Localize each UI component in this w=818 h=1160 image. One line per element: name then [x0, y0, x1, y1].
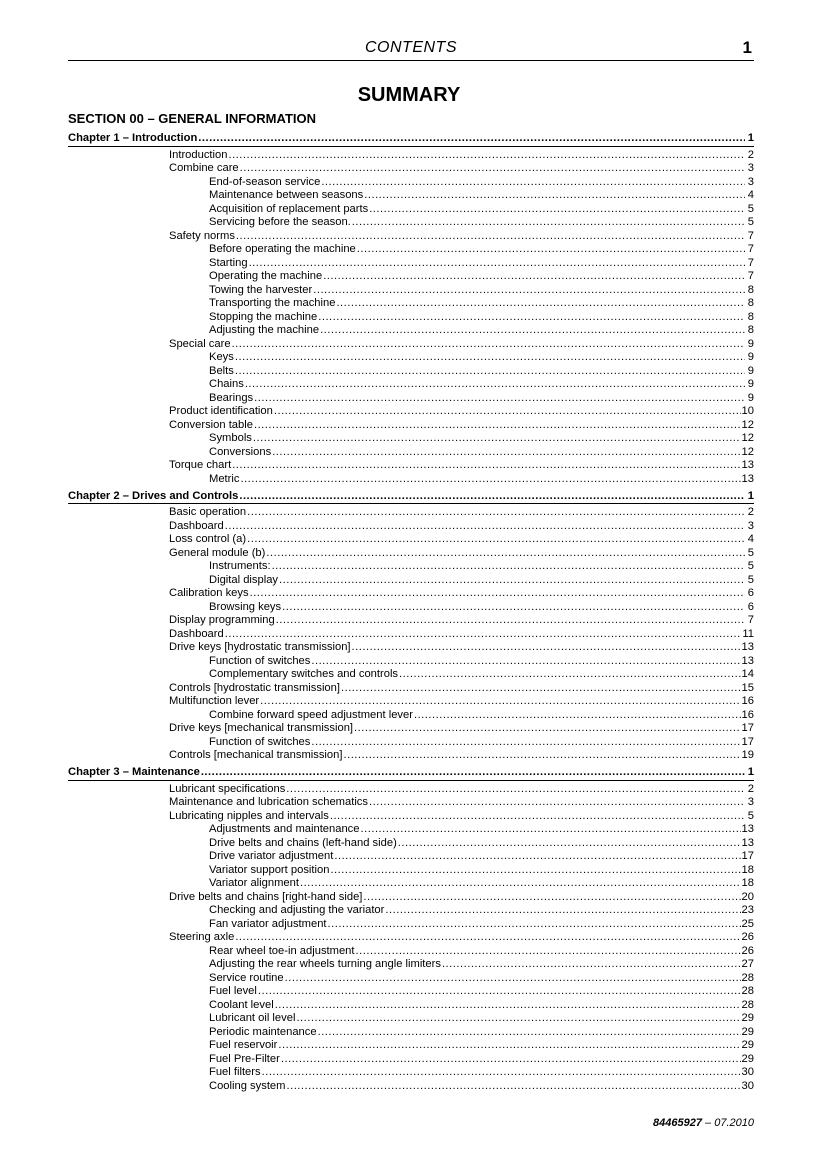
toc-entry-title: Drive keys [hydrostatic transmission]	[169, 641, 351, 653]
toc-leader-dots	[240, 162, 745, 176]
toc-page-number: 26	[741, 931, 754, 943]
toc-leader-dots	[313, 284, 745, 298]
toc-entry-title: Adjusting the rear wheels turning angle limiters	[209, 958, 441, 970]
toc-entry-row	[68, 574, 754, 588]
toc-entry-title: Symbols	[209, 432, 252, 444]
toc-leader-dots	[262, 1066, 741, 1080]
toc-leader-dots	[281, 1053, 741, 1067]
toc-page-number: 13	[741, 472, 754, 485]
toc-page-number: 8	[747, 283, 754, 296]
toc-page-number: 7	[747, 229, 754, 242]
toc-entry-title: Lubricant specifications	[169, 782, 286, 795]
toc-entry-row	[68, 891, 754, 905]
toc-entry-title: Coolant level	[209, 998, 274, 1011]
toc-leader-dots	[247, 506, 745, 520]
toc-entry-row	[68, 749, 754, 763]
toc-leader-dots	[398, 837, 741, 851]
toc-entry-title: Instruments:	[209, 560, 271, 572]
toc-leader-dots	[354, 722, 741, 736]
toc-page-number: 1	[747, 766, 754, 778]
toc-entry-title: Fuel filters	[209, 1066, 261, 1078]
toc-entry-row	[68, 351, 754, 365]
toc-leader-dots	[232, 459, 740, 473]
toc-leader-dots	[239, 490, 745, 504]
toc-page-number: 5	[747, 560, 754, 572]
toc-entry-title: Starting	[209, 256, 248, 269]
toc-entry-row	[68, 695, 754, 709]
toc-page-number: 20	[741, 890, 754, 903]
toc-page-number: 5	[747, 809, 754, 822]
toc-leader-dots	[240, 473, 740, 487]
toc-entry-row	[68, 628, 754, 642]
toc-entry-title: Keys	[209, 351, 234, 363]
toc-page-number: 28	[741, 998, 754, 1011]
toc-leader-dots	[235, 365, 745, 379]
toc-page-number: 7	[747, 256, 754, 269]
toc-page-number: 2	[747, 506, 754, 518]
toc-leader-dots	[361, 823, 741, 837]
toc-leader-dots	[266, 547, 745, 561]
toc-page-number: 2	[747, 782, 754, 795]
toc-chapter-row	[68, 766, 754, 781]
toc-leader-dots	[285, 972, 741, 986]
toc-leader-dots	[245, 378, 745, 392]
toc-entry-row	[68, 972, 754, 986]
toc-leader-dots	[225, 520, 745, 534]
toc-entry-row	[68, 587, 754, 601]
toc-entry-title: Complementary switches and controls	[209, 668, 399, 680]
toc-entry-title: Display programming	[169, 614, 275, 626]
toc-page-number: 8	[747, 324, 754, 336]
toc-entry-title: Lubricating nipples and intervals	[169, 809, 329, 822]
toc-entry-title: Loss control (a)	[169, 533, 247, 545]
toc-entry-title: Dashboard	[169, 627, 224, 640]
toc-page-number: 29	[741, 1012, 754, 1024]
toc-entry-row	[68, 473, 754, 487]
toc-entry-row	[68, 864, 754, 878]
toc-entry-title: Variator alignment	[209, 877, 299, 889]
toc-page-number: 17	[741, 850, 754, 862]
toc-page-number: 4	[747, 189, 754, 201]
toc-entry-row	[68, 614, 754, 628]
toc-page-number: 12	[741, 418, 754, 431]
section-title: SECTION 00 – GENERAL INFORMATION	[68, 111, 316, 126]
toc-entry-row	[68, 641, 754, 655]
toc-entry-row	[68, 149, 754, 163]
toc-entry-row	[68, 459, 754, 473]
toc-leader-dots	[225, 628, 742, 642]
toc-entry-title: Fuel level	[209, 985, 257, 997]
toc-leader-dots	[235, 931, 740, 945]
toc-entry-row	[68, 446, 754, 460]
toc-entry-title: Before operating the machine	[209, 243, 356, 255]
toc-entry-row	[68, 162, 754, 176]
toc-page-number: 3	[747, 519, 754, 532]
toc-entry-title: Towing the harvester	[209, 283, 313, 296]
toc-page-number: 16	[741, 708, 754, 721]
toc-entry-title: End-of-season service	[209, 175, 321, 188]
toc-page-number: 7	[747, 270, 754, 282]
toc-leader-dots	[357, 243, 745, 257]
toc-entry-title: Basic operation	[169, 506, 247, 518]
toc-entry-title: Rear wheel toe-in adjustment	[209, 944, 355, 957]
toc-page-number: 12	[741, 432, 754, 444]
toc-leader-dots	[320, 324, 745, 338]
toc-entry-title: Torque chart	[169, 459, 232, 471]
toc-entry-row	[68, 877, 754, 891]
toc-entry-title: Transporting the machine	[209, 297, 336, 309]
toc-leader-dots	[254, 392, 745, 406]
toc-page-number: 3	[747, 796, 754, 808]
toc-page-number: 13	[741, 823, 754, 835]
toc-leader-dots	[272, 560, 745, 574]
toc-entry-title: Dashboard	[169, 519, 224, 532]
toc-entry-row	[68, 1039, 754, 1053]
toc-page-number: 17	[741, 735, 754, 748]
summary-title: SUMMARY	[357, 84, 461, 106]
toc-entry-title: Drive keys [mechanical transmission]	[169, 722, 354, 734]
toc-entry-title: Multifunction lever	[169, 695, 260, 707]
toc-entry-row	[68, 419, 754, 433]
toc-page-number: 7	[747, 243, 754, 255]
toc-entry-row	[68, 1080, 754, 1094]
toc-entry-row	[68, 810, 754, 824]
toc-entry-row	[68, 796, 754, 810]
toc-leader-dots	[414, 709, 741, 723]
toc-entry-title: Steering axle	[169, 931, 235, 943]
toc-leader-dots	[318, 311, 745, 325]
toc-page-number: 7	[747, 614, 754, 626]
toc-entry-title: Digital display	[209, 573, 279, 586]
toc-leader-dots	[201, 766, 745, 780]
toc-entry-row	[68, 655, 754, 669]
toc-page-number: 23	[741, 904, 754, 916]
toc-entry-title: Combine forward speed adjustment lever	[209, 708, 413, 721]
toc-entry-row	[68, 243, 754, 257]
toc-leader-dots	[250, 587, 745, 601]
toc-page-number: 28	[741, 971, 754, 984]
toc-page-number: 18	[741, 877, 754, 889]
toc-leader-dots	[300, 877, 741, 891]
toc-entry-title: Drive belts and chains [right-hand side]	[169, 890, 363, 903]
toc-entry-title: Browsing keys	[209, 600, 282, 613]
toc-entry-title: Cooling system	[209, 1079, 286, 1092]
toc-entry-row	[68, 709, 754, 723]
toc-leader-dots	[296, 1012, 740, 1026]
toc-entry-row	[68, 722, 754, 736]
toc-page-number: 3	[747, 162, 754, 174]
toc-entry-row	[68, 1053, 754, 1067]
toc-entry-row	[68, 931, 754, 945]
toc-entry-title: General module (b)	[169, 546, 266, 559]
toc-entry-row	[68, 601, 754, 615]
toc-leader-dots	[318, 1026, 741, 1040]
toc-leader-dots	[334, 850, 740, 864]
toc-entry-title: Chapter 1 – Introduction	[68, 132, 198, 144]
toc-leader-dots	[442, 958, 741, 972]
toc-leader-dots	[198, 132, 745, 146]
toc-entry-row	[68, 682, 754, 696]
table-of-contents	[68, 132, 754, 1093]
toc-entry-title: Variator support position	[209, 863, 330, 876]
toc-leader-dots	[369, 203, 745, 217]
toc-entry-title: Calibration keys	[169, 587, 249, 599]
toc-leader-dots	[276, 614, 745, 628]
toc-leader-dots	[364, 189, 745, 203]
toc-leader-dots	[272, 446, 740, 460]
toc-leader-dots	[232, 338, 745, 352]
toc-entry-row	[68, 365, 754, 379]
toc-entry-title: Controls [mechanical transmission]	[169, 749, 343, 761]
toc-leader-dots	[247, 533, 745, 547]
toc-entry-title: Service routine	[209, 971, 284, 984]
toc-entry-title: Periodic maintenance	[209, 1025, 317, 1038]
toc-entry-row	[68, 405, 754, 419]
toc-page-number: 8	[747, 297, 754, 309]
toc-page-number: 9	[747, 337, 754, 350]
toc-leader-dots	[249, 257, 745, 271]
toc-leader-dots	[282, 601, 745, 615]
toc-page-number: 12	[741, 445, 754, 458]
toc-page-number: 5	[747, 216, 754, 228]
toc-leader-dots	[254, 419, 741, 433]
toc-entry-title: Lubricant oil level	[209, 1012, 296, 1024]
toc-leader-dots	[275, 999, 741, 1013]
toc-page-number: 30	[741, 1066, 754, 1078]
toc-entry-title: Fuel Pre-Filter	[209, 1052, 280, 1065]
toc-page-number: 9	[747, 364, 754, 377]
toc-page-number: 15	[741, 681, 754, 694]
toc-entry-title: Special care	[169, 337, 231, 350]
toc-entry-row	[68, 945, 754, 959]
toc-page-number: 13	[741, 836, 754, 849]
toc-entry-row	[68, 520, 754, 534]
toc-entry-row	[68, 904, 754, 918]
toc-entry-row	[68, 736, 754, 750]
toc-page-number: 2	[747, 148, 754, 161]
toc-leader-dots	[352, 641, 741, 655]
toc-entry-title: Introduction	[169, 148, 228, 161]
toc-leader-dots	[311, 655, 740, 669]
toc-entry-title: Acquisition of replacement parts	[209, 202, 369, 215]
toc-page-number: 13	[741, 459, 754, 471]
toc-leader-dots	[363, 891, 740, 905]
toc-leader-dots	[352, 216, 745, 230]
toc-entry-row	[68, 668, 754, 682]
toc-entry-row	[68, 985, 754, 999]
toc-leader-dots	[328, 918, 741, 932]
toc-entry-row	[68, 533, 754, 547]
toc-entry-row	[68, 311, 754, 325]
toc-chapter-row	[68, 490, 754, 505]
toc-leader-dots	[258, 985, 741, 999]
toc-page-number: 9	[747, 391, 754, 404]
toc-page-number: 13	[741, 654, 754, 667]
toc-entry-title: Fan variator adjustment	[209, 917, 327, 930]
toc-page-number: 9	[747, 378, 754, 390]
toc-entry-row	[68, 1066, 754, 1080]
toc-page-number: 27	[741, 958, 754, 970]
toc-entry-row	[68, 506, 754, 520]
toc-page-number: 17	[741, 722, 754, 734]
toc-page-number: 29	[741, 1052, 754, 1065]
toc-page-number: 5	[747, 202, 754, 215]
page-header	[68, 38, 754, 61]
toc-leader-dots	[321, 176, 745, 190]
toc-entry-title: Maintenance and lubrication schematics	[169, 796, 368, 808]
toc-entry-row	[68, 203, 754, 217]
toc-entry-title: Adjusting the machine	[209, 324, 320, 336]
toc-page-number: 25	[741, 917, 754, 930]
toc-page-number: 4	[747, 533, 754, 545]
toc-page-number: 3	[747, 175, 754, 188]
toc-entry-title: Conversion table	[169, 418, 253, 431]
toc-page-number: 18	[741, 863, 754, 876]
toc-entry-row	[68, 432, 754, 446]
toc-page-number: 13	[741, 641, 754, 653]
toc-leader-dots	[330, 864, 740, 878]
toc-page-number: 16	[741, 695, 754, 707]
toc-leader-dots	[253, 432, 741, 446]
toc-page-number: 19	[741, 749, 754, 761]
toc-leader-dots	[235, 351, 745, 365]
toc-entry-row	[68, 270, 754, 284]
toc-entry-row	[68, 958, 754, 972]
toc-page-number: 5	[747, 573, 754, 586]
toc-leader-dots	[228, 149, 745, 163]
toc-page-number: 26	[741, 944, 754, 957]
toc-entry-title: Conversions	[209, 445, 272, 458]
toc-page-number: 29	[741, 1039, 754, 1051]
toc-entry-title: Product identification	[169, 405, 273, 417]
toc-leader-dots	[336, 297, 745, 311]
toc-leader-dots	[343, 749, 740, 763]
toc-leader-dots	[385, 904, 740, 918]
toc-leader-dots	[260, 695, 740, 709]
toc-page-number: 6	[747, 587, 754, 599]
toc-entry-row	[68, 837, 754, 851]
toc-entry-title: Function of switches	[209, 735, 311, 748]
toc-leader-dots	[311, 736, 740, 750]
toc-entry-title: Checking and adjusting the variator	[209, 904, 385, 916]
toc-entry-title: Chapter 2 – Drives and Controls	[68, 489, 239, 502]
toc-page-number: 9	[747, 351, 754, 363]
toc-entry-row	[68, 1012, 754, 1026]
toc-leader-dots	[330, 810, 745, 824]
toc-entry-row	[68, 1026, 754, 1040]
toc-entry-row	[68, 176, 754, 190]
toc-entry-title: Stopping the machine	[209, 310, 318, 323]
toc-leader-dots	[286, 783, 745, 797]
toc-page-number: 6	[747, 600, 754, 613]
toc-entry-row	[68, 378, 754, 392]
toc-entry-title: Maintenance between seasons	[209, 189, 364, 201]
toc-page-number: 1	[747, 489, 754, 502]
toc-entry-row	[68, 560, 754, 574]
toc-entry-row	[68, 338, 754, 352]
toc-page-number: 8	[747, 310, 754, 323]
toc-leader-dots	[323, 270, 745, 284]
toc-entry-title: Fuel reservoir	[209, 1039, 278, 1051]
toc-entry-row	[68, 216, 754, 230]
toc-entry-title: Combine care	[169, 162, 239, 174]
toc-entry-title: Operating the machine	[209, 270, 323, 282]
toc-entry-title: Chapter 3 – Maintenance	[68, 766, 200, 778]
toc-leader-dots	[341, 682, 741, 696]
toc-entry-title: Chains	[209, 378, 244, 390]
toc-entry-row	[68, 392, 754, 406]
toc-entry-row	[68, 230, 754, 244]
toc-page-number: 14	[741, 668, 754, 680]
document-date: – 07.2010	[702, 1117, 754, 1129]
header-title: CONTENTS	[365, 39, 457, 56]
toc-entry-title: Servicing before the season.	[209, 216, 351, 228]
toc-page-number: 29	[741, 1025, 754, 1038]
toc-leader-dots	[236, 230, 745, 244]
toc-entry-title: Belts	[209, 364, 234, 377]
toc-entry-title: Bearings	[209, 391, 254, 404]
document-code: 84465927	[653, 1117, 702, 1129]
toc-entry-title: Function of switches	[209, 654, 311, 667]
toc-leader-dots	[399, 668, 741, 682]
toc-entry-row	[68, 284, 754, 298]
toc-page-number: 10	[741, 405, 754, 417]
toc-entry-title: Drive variator adjustment	[209, 850, 334, 862]
toc-leader-dots	[274, 405, 741, 419]
toc-entry-title: Safety norms	[169, 229, 235, 242]
toc-page-number: 28	[741, 985, 754, 997]
header-page-number: 1	[742, 38, 752, 57]
toc-page-number: 11	[742, 627, 754, 640]
toc-page-number: 1	[747, 132, 754, 144]
toc-entry-title: Metric	[209, 472, 240, 485]
toc-entry-row	[68, 189, 754, 203]
toc-page-number: 30	[741, 1079, 754, 1092]
toc-entry-row	[68, 823, 754, 837]
toc-entry-row	[68, 324, 754, 338]
toc-entry-row	[68, 783, 754, 797]
toc-entry-row	[68, 547, 754, 561]
toc-chapter-row	[68, 132, 754, 147]
page-footer	[653, 1117, 754, 1129]
toc-entry-row	[68, 297, 754, 311]
toc-page-number: 5	[747, 546, 754, 559]
toc-entry-row	[68, 999, 754, 1013]
toc-entry-title: Controls [hydrostatic transmission]	[169, 681, 340, 694]
toc-entry-title: Drive belts and chains (left-hand side)	[209, 836, 397, 849]
toc-leader-dots	[286, 1080, 740, 1094]
toc-entry-title: Adjustments and maintenance	[209, 823, 360, 835]
toc-leader-dots	[369, 796, 745, 810]
toc-entry-row	[68, 918, 754, 932]
toc-leader-dots	[279, 574, 745, 588]
toc-leader-dots	[356, 945, 741, 959]
toc-leader-dots	[278, 1039, 740, 1053]
toc-entry-row	[68, 850, 754, 864]
toc-entry-row	[68, 257, 754, 271]
